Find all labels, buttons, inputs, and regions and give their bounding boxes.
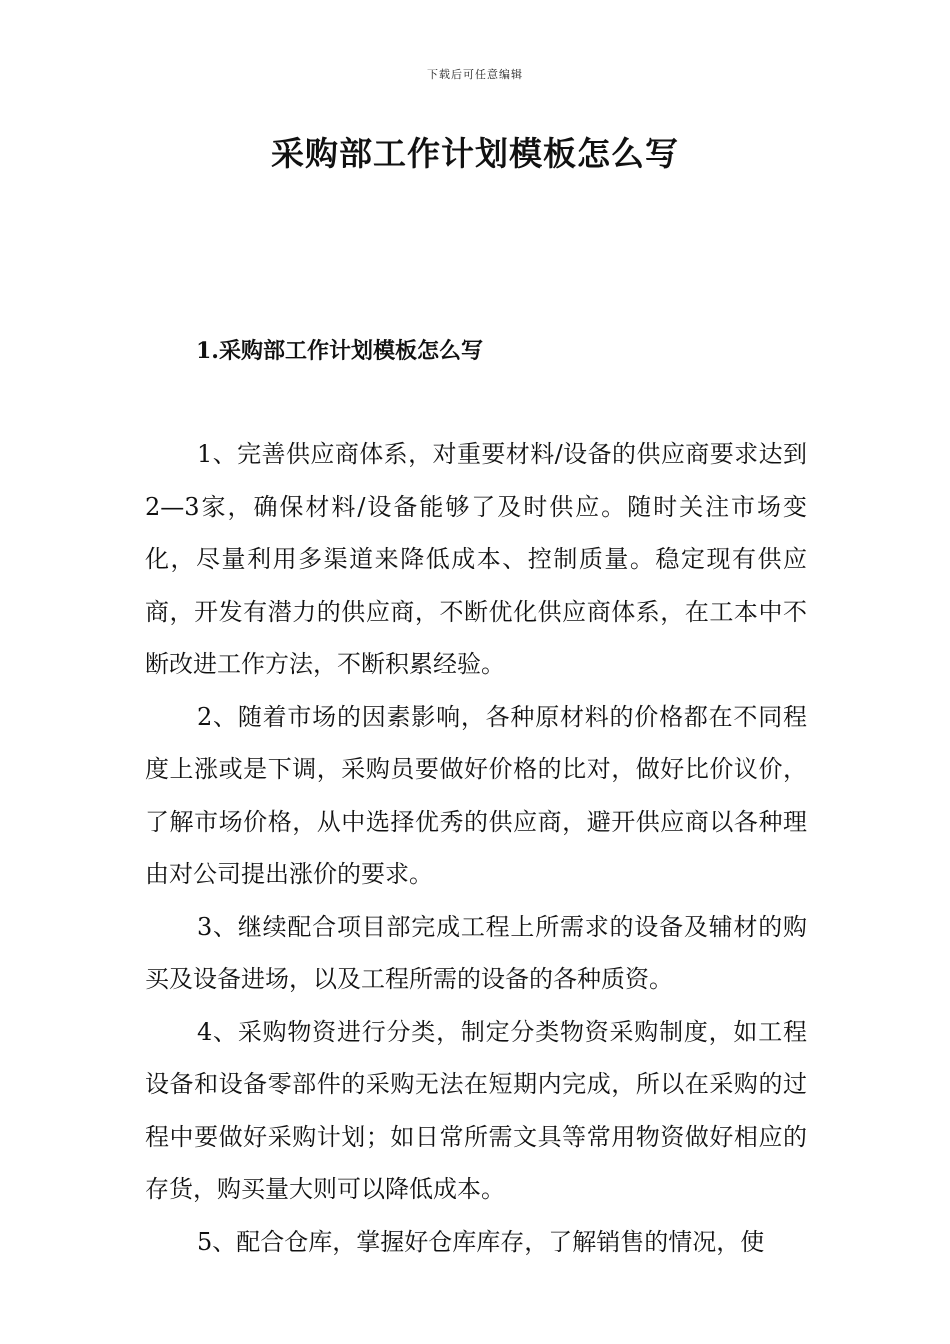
paragraph-1: 1、完善供应商体系，对重要材料/设备的供应商要求达到2—3家，确保材料/设备能够了及时供应。随时关注市场变化，尽量利用多渠道来降低成本、控制质量。稳定现有供应商，开发有潜力的供应商，不断优化供应商体系，在工本中不断改进工作方法，不断积累经验。: [145, 440, 807, 678]
paragraph-5: 5、配合仓库，掌握好仓库库存，了解销售的情况，使: [197, 1227, 765, 1256]
header-note: 下载后可任意编辑: [427, 68, 523, 81]
paragraph-3: 3、继续配合项目部完成工程上所需求的设备及辅材的购买及设备进场，以及工程所需的设备的各种质资。: [145, 912, 807, 993]
paragraph-2: 2、随着市场的因素影响，各种原材料的价格都在不同程度上涨或是下调，采购员要做好价格的比对，做好比价议价，了解市场价格，从中选择优秀的供应商，避开供应商以各种理由对公司提出涨价的要求。: [145, 702, 807, 888]
paragraph-4: 4、采购物资进行分类，制定分类物资采购制度，如工程设备和设备零部件的采购无法在短期内完成，所以在采购的过程中要做好采购计划；如日常所需文具等常用物资做好相应的存货，购买量大则可以降低成本。: [145, 1017, 807, 1203]
body-text: [145, 428, 807, 1268]
document-title: 采购部工作计划模板怎么写: [271, 134, 679, 173]
section-heading: 1.采购部工作计划模板怎么写: [196, 338, 483, 364]
